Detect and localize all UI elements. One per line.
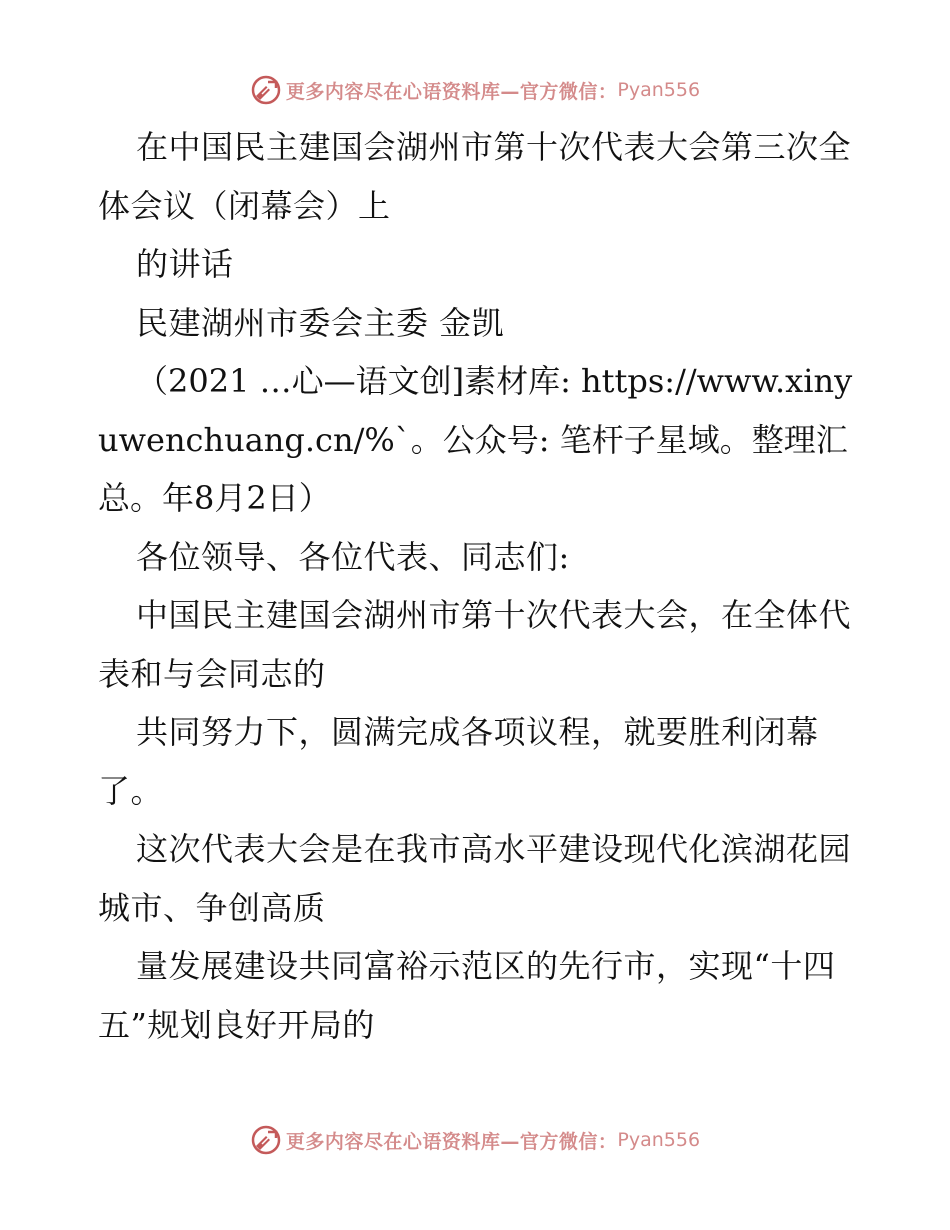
body-paragraph: 量发展建设共同富裕示范区的先行市，实现“十四五”规划良好开局的 xyxy=(98,947,836,1044)
document-body xyxy=(98,118,858,1054)
book-pen-logo-icon xyxy=(250,1124,282,1156)
author-line: 民建湖州市委会主委 金凯 xyxy=(136,303,505,342)
wechat-handle: Pyan556 xyxy=(617,79,701,101)
book-pen-logo-icon xyxy=(250,74,282,106)
header-banner xyxy=(0,70,950,110)
footer-banner xyxy=(0,1120,950,1160)
body-paragraph: 中国民主建国会湖州市第十次代表大会，在全体代表和与会同志的 xyxy=(98,596,852,693)
banner-text: 更多内容尽在心语资料库—官方微信： xyxy=(285,80,618,103)
title-line-1: 在中国民主建国会湖州市第十次代表大会第三次全体会议（闭幕会）上 xyxy=(98,128,852,225)
body-paragraph: 这次代表大会是在我市高水平建设现代化滨湖花园城市、争创高质 xyxy=(98,830,852,927)
title-line-2: 的讲话 xyxy=(136,245,234,283)
salutation: 各位领导、各位代表、同志们: xyxy=(136,537,570,576)
body-paragraph: 共同努力下，圆满完成各项议程，就要胜利闭幕了。 xyxy=(98,713,819,810)
banner-text: 更多内容尽在心语资料库—官方微信： xyxy=(285,1130,618,1153)
wechat-handle: Pyan556 xyxy=(617,1129,701,1151)
source-line: （2021 …心—语文创]素材库: https://www.xinyuwenchuang.cn/%`。公众号: 笔杆子星域。整理汇总。年8月2日） xyxy=(98,362,853,517)
